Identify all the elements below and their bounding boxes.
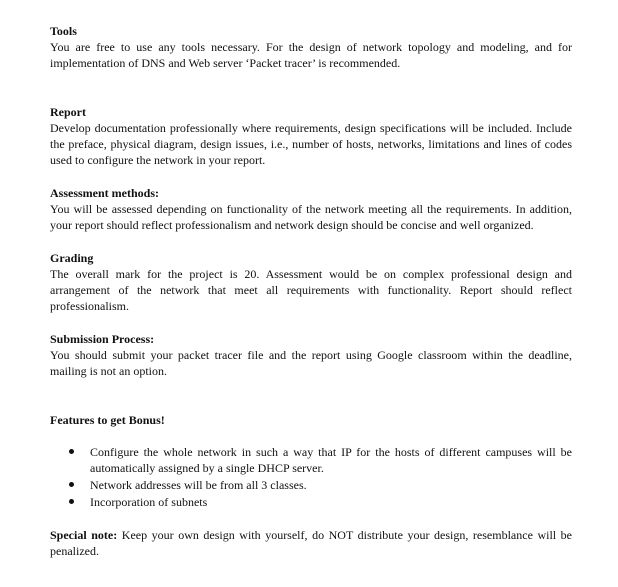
special-note-body: Keep your own design with yourself, do NOT distribute your design, resemblance will be penalized.: [50, 528, 572, 558]
tools-text: You are free to use any tools necessary. For the design of network topology and modeling, and for implementation of DNS and Web server ‘Packet tracer’ is recommended.: [50, 40, 572, 70]
submission-text: You should submit your packet tracer file and the report using Google classroom within the deadline, mailing is not an option.: [50, 348, 572, 378]
submission-section: [50, 331, 572, 379]
special-note-label: Special note:: [50, 528, 118, 542]
assessment-heading: Assessment methods:: [50, 186, 159, 200]
features-heading: Features to get Bonus!: [50, 413, 165, 427]
report-text: Develop documentation professionally where requirements, design specifications will be included. Include the preface, physical diagram, design issues, i.e., number of hosts, networks, limitations and lines of codes used to configure the network in your report.: [50, 121, 572, 167]
bonus-feature-list: [50, 444, 572, 511]
list-item: [50, 477, 572, 493]
bullet-icon: [69, 499, 74, 504]
bullet-icon: [69, 482, 74, 487]
bonus-feature-text: Configure the whole network in such a way that IP for the hosts of different campuses will be automatically assigned by a single DHCP server.: [90, 445, 572, 475]
grading-heading: Grading: [50, 251, 94, 265]
tools-heading: Tools: [50, 24, 77, 38]
special-note-section: [50, 527, 572, 559]
bullet-icon: [69, 449, 74, 454]
list-item: [50, 444, 572, 476]
grading-section: [50, 250, 572, 314]
special-note-text: [50, 527, 572, 559]
assessment-text: You will be assessed depending on functionality of the network meeting all the requirements. In addition, your report should reflect professionalism and network design should be concise and well organized.: [50, 202, 572, 232]
list-item: [50, 494, 572, 510]
grading-text: The overall mark for the project is 20. Assessment would be on complex professional design and arrangement of the network that meet all requirements with functionality. Report should reflect professionalism.: [50, 267, 572, 313]
submission-heading: Submission Process:: [50, 332, 155, 346]
features-section: [50, 412, 165, 428]
report-heading: Report: [50, 105, 86, 119]
bonus-feature-text: Network addresses will be from all 3 classes.: [90, 478, 307, 492]
bonus-feature-text: Incorporation of subnets: [90, 495, 208, 509]
report-section: [50, 104, 572, 168]
assessment-section: [50, 185, 572, 233]
tools-section: [50, 23, 572, 71]
